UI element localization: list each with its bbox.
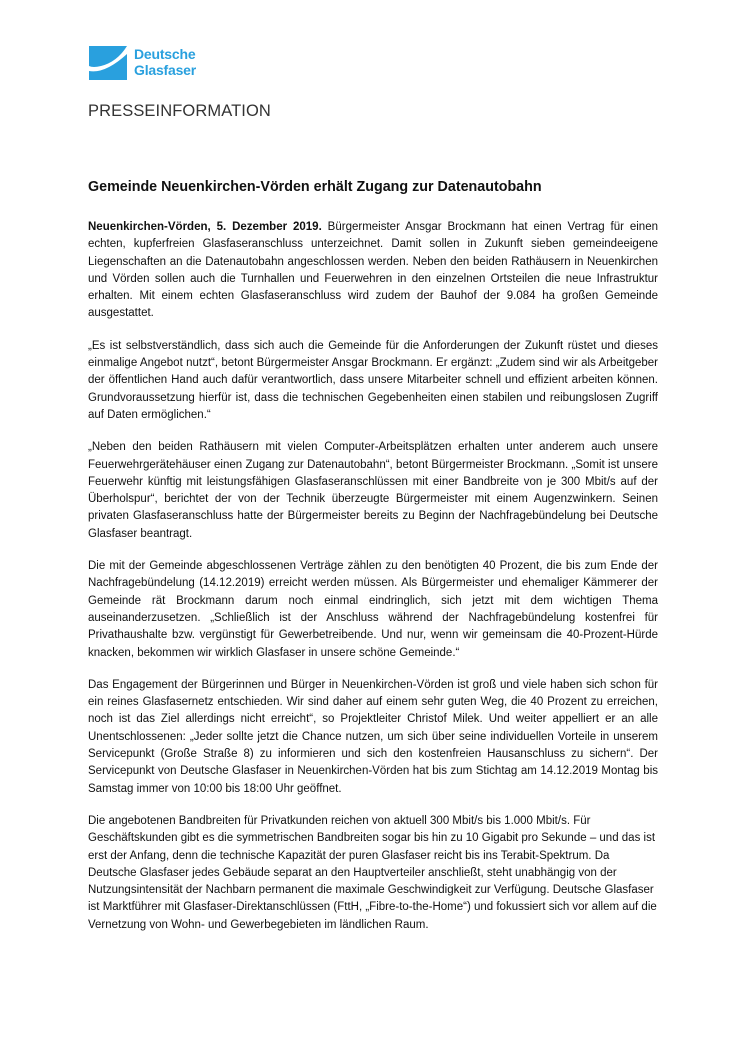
logo-line-2: Glasfaser [134, 61, 197, 78]
article-body [88, 219, 658, 949]
brand-logo [87, 44, 207, 84]
paragraph: „Es ist selbstverständlich, dass sich auch die Gemeinde für die Anforderungen der Zukunft rüstet und dieses einmalige Angebot nutzt“, betont Bürgermeister Ansgar Brockmann. Er ergänzt: „Zudem sind wir als Arbeitgeber der öffentlichen Hand auch dafür verantwortlich, dass unsere Mitarbeiter schnell und effizient arbeiten können. Grundvoraussetzung hierfür ist, dass die technischen Gegebenheiten einen stabilen und reibungslosen Zugriff auf Daten ermöglichen.“ [88, 339, 658, 421]
paragraph [88, 219, 658, 323]
paragraph: Die angebotenen Bandbreiten für Privatkunden reichen von aktuell 300 Mbit/s bis 1.000 Mbit/s. Für Geschäftskunden gibt es die symmetrischen Bandbreiten sogar bis hin zu 10 Gigabit pro Sekunde – und das ist erst der Anfang, denn die technische Kapazität der puren Glasfaser reicht bis ins Terabit-Spektrum. Da Deutsche Glasfaser jedes Gebäude separat an den Hauptverteiler anschließt, steht unabhängig von der Nutzungsintensität der Nachbarn permanent die maximale Geschwindigkeit zur Verfügung. Deutsche Glasfaser ist Marktführer mit Glasfaser-Direktanschlüssen (FttH, „Fibre-to-the-Home“) und fokussiert sich vor allem auf die Vernetzung von Wohn- und Gewerbegebieten im ländlichen Raum. [88, 814, 657, 931]
paragraph: „Neben den beiden Rathäusern mit vielen Computer-Arbeitsplätzen erhalten unter anderem auch unsere Feuerwehrgerätehäuser einen Zugang zur Datenautobahn“, betont Bürgermeister Brockmann. „Somit ist unsere Feuerwehr künftig mit leistungsfähigen Glasfaseranschlüssen mit einer Bandbreite von je 300 Mbit/s auf der Überholspur“, berichtet der von der Technik überzeugte Bürgermeister mit einem Augenzwinkern. Seinen privaten Glasfaseranschluss hatte der Bürgermeister bereits zu Beginn der Nachfragebündelung bei Deutsche Glasfaser beantragt. [88, 441, 658, 540]
paragraph-text: Bürgermeister Ansgar Brockmann hat einen Vertrag für einen echten, kupferfreien Glasfaseranschluss unterzeichnet. Damit sollen in Zukunft sieben gemeindeeigene Liegenschaften an die Datenautobahn angeschlossen werden. Neben den beiden Rathäusern in Neuenkirchen und Vörden sollen auch die Turnhallen und Feuerwehren in den einzelnen Ortsteilen die neue Infrastruktur erhalten. Mit einem echten Glasfaseranschluss wird zudem der Bauhof der 9.084 ha großen Gemeinde ausgestattet. [88, 221, 658, 320]
document-type: PRESSEINFORMATION [88, 102, 271, 120]
paragraph: Die mit der Gemeinde abgeschlossenen Verträge zählen zu den benötigten 40 Prozent, die bis zum Ende der Nachfragebündelung (14.12.2019) erreicht werden müssen. Als Bürgermeister und ehemaliger Kämmerer der Gemeinde rät Brockmann darum noch einmal eindringlich, sich jetzt mit dem wichtigen Thema auseinanderzusetzen. „Schließlich ist der Anschluss während der Nachfragebündelung kostenfrei für Privathaushalte bzw. vergünstigt für Gewerbetreibende. Und nur, wenn wir gemeinsam die 40-Prozent-Hürde knacken, bekommen wir wirklich Glasfaser in unsere schöne Gemeinde.“ [88, 560, 658, 659]
headline: Gemeinde Neuenkirchen-Vörden erhält Zugang zur Datenautobahn [88, 179, 542, 195]
logo-line-1: Deutsche [134, 46, 196, 62]
dateline: Neuenkirchen-Vörden, 5. Dezember 2019. [88, 221, 322, 233]
logo-wordmark [134, 47, 196, 78]
logo-swoosh-icon [87, 44, 131, 84]
paragraph: Das Engagement der Bürgerinnen und Bürger in Neuenkirchen-Vörden ist groß und viele haben sich schon für ein reines Glasfasernetz entschieden. Wir sind daher auf einem sehr guten Weg, die 40 Prozent zu erreichen, noch ist das Ziel allerdings nicht erreicht“, so Projektleiter Christof Milek. Und weiter appelliert er an alle Unentschlossenen: „Jeder sollte jetzt die Chance nutzen, um sich über seine individuellen Vorteile in unserem Servicepunkt (Große Straße 8) zu informieren und sich den kostenfreien Hausanschluss zu sichern“. Der Servicepunkt von Deutsche Glasfaser in Neuenkirchen-Vörden hat bis zum Stichtag am 14.12.2019 Montag bis Samstag immer von 10:00 bis 18:00 Uhr geöffnet. [88, 678, 658, 795]
